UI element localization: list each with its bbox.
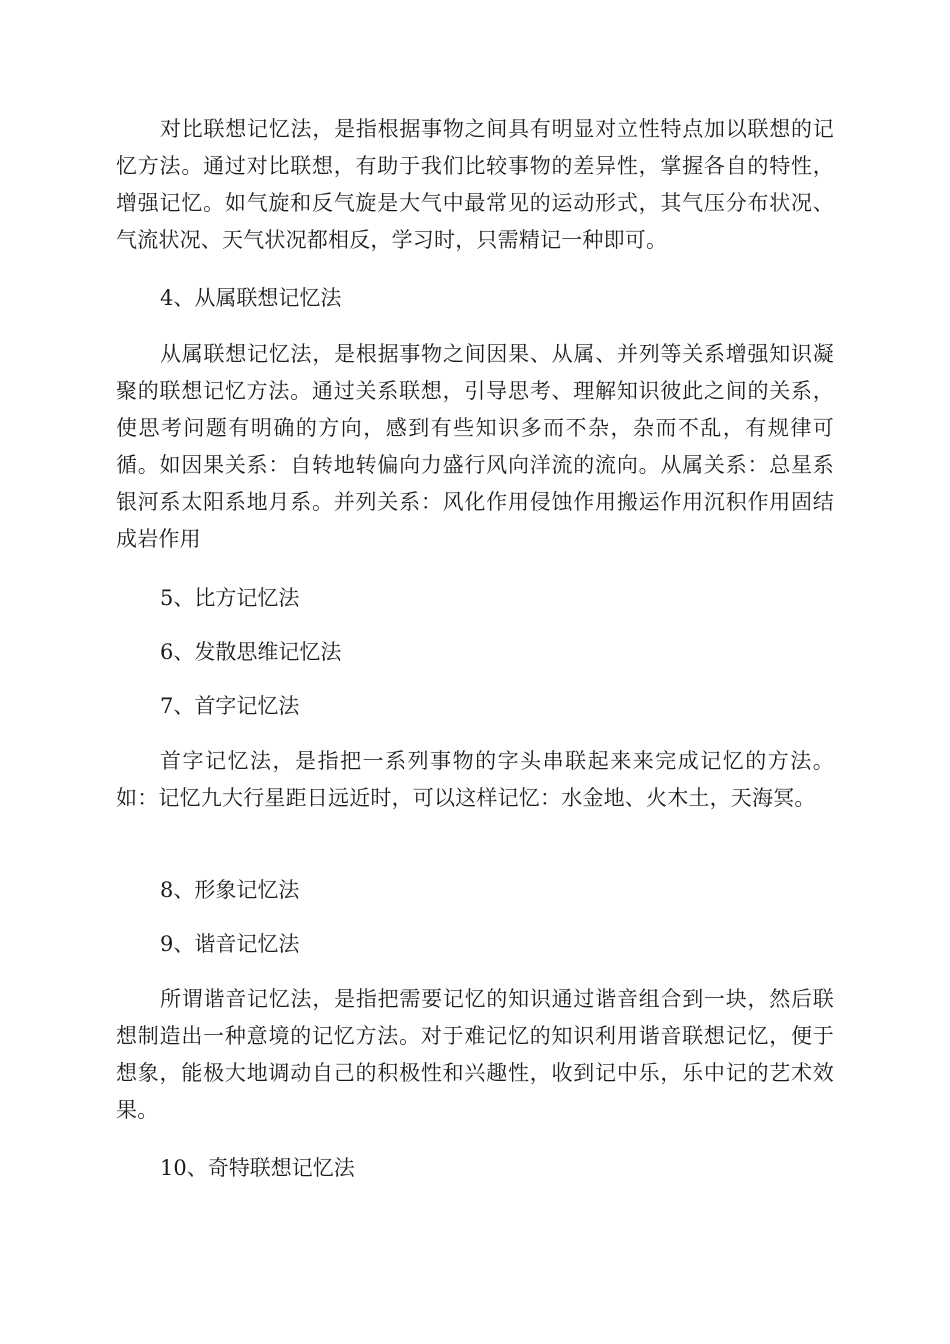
paragraph-contrast-association: 对比联想记忆法，是指根据事物之间具有明显对立性特点加以联想的记忆方法。通过对比联想，有助于我们比较事物的差异性，掌握各自的特性，增强记忆。如气旋和反气旋是大气中最常见的运动形式，其气压分布状况、气流状况、天气状况都相反，学习时，只需精记一种即可。	[116, 117, 834, 252]
heading-divergent-thinking: 6、发散思维记忆法	[160, 640, 342, 664]
paragraph-homophone-memory: 所谓谐音记忆法，是指把需要记忆的知识通过谐音组合到一块，然后联想制造出一种意境的记忆方法。对于难记忆的知识利用谐音联想记忆，便于想象，能极大地调动自己的积极性和兴趣性，收到记中乐，乐中记的艺术效果。	[116, 987, 834, 1122]
heading-subordinate-association: 4、从属联想记忆法	[160, 286, 342, 310]
heading-homophone-memory: 9、谐音记忆法	[160, 932, 300, 956]
heading-initial-letter-memory: 7、首字记忆法	[160, 694, 300, 718]
paragraph-initial-letter-memory: 首字记忆法，是指把一系列事物的字头串联起来来完成记忆的方法。如：记忆九大行星距日远近时，可以这样记忆：水金地、火木土，天海冥。	[116, 749, 834, 810]
heading-peculiar-association: 10、奇特联想记忆法	[160, 1156, 355, 1180]
heading-image-memory: 8、形象记忆法	[160, 878, 300, 902]
heading-analogy-memory: 5、比方记忆法	[160, 586, 300, 610]
paragraph-subordinate-association: 从属联想记忆法，是根据事物之间因果、从属、并列等关系增强知识凝聚的联想记忆方法。通过关系联想，引导思考、理解知识彼此之间的关系，使思考问题有明确的方向，感到有些知识多而不杂，杂而不乱，有规律可循。如因果关系：自转地转偏向力盛行风向洋流的流向。从属关系：总星系银河系太阳系地月系。并列关系：风化作用侵蚀作用搬运作用沉积作用固结成岩作用	[116, 342, 834, 551]
